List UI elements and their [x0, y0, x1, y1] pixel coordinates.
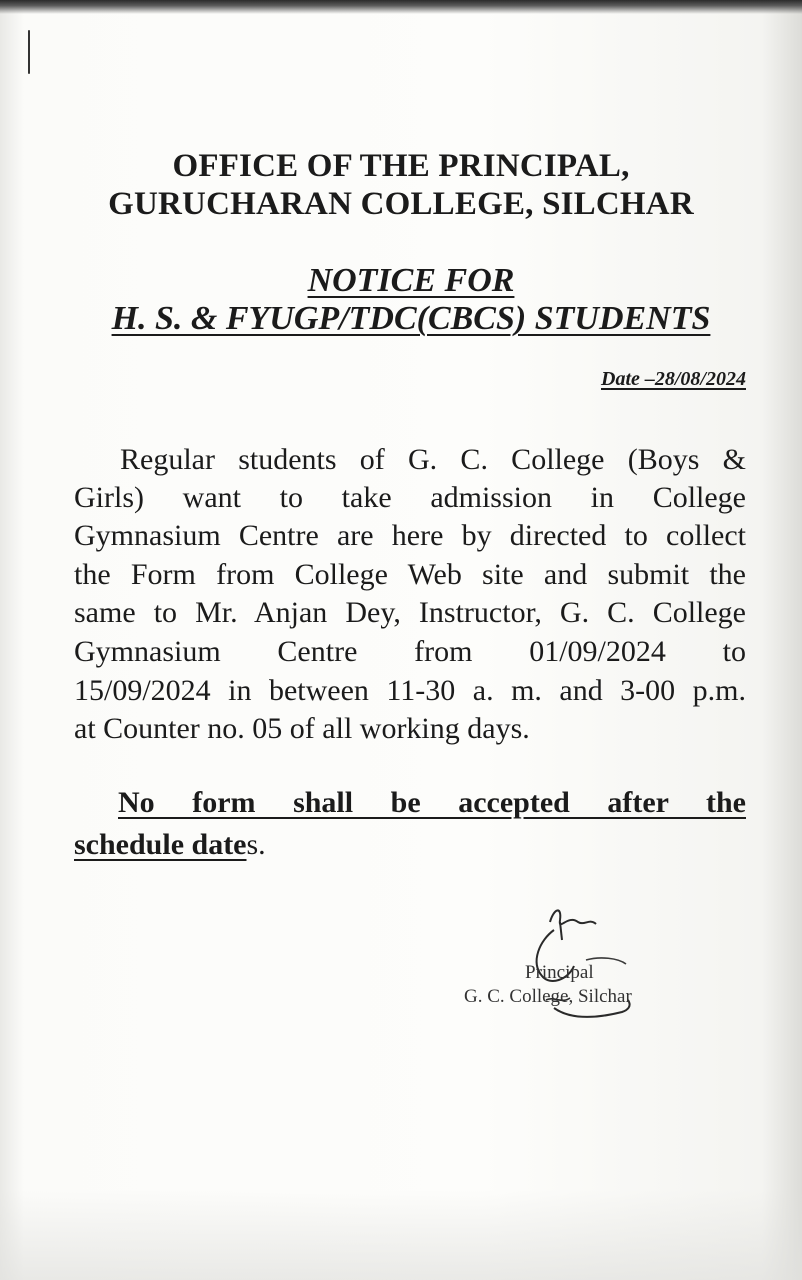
- body-line-3: Gymnasium Centre are here by directed to collect: [74, 519, 746, 552]
- signature-college: G. C. College, Silchar: [464, 986, 632, 1007]
- body-line-4: the Form from College Web site and submit the: [74, 558, 746, 591]
- body-line-5: same to Mr. Anjan Dey, Instructor, G. C. College: [74, 596, 746, 629]
- office-title-line1: OFFICE OF THE PRINCIPAL,: [172, 148, 630, 184]
- warning-line2: schedule dates.: [74, 828, 266, 861]
- bottom-edge-shadow: [0, 1190, 802, 1280]
- notice-date: Date –28/08/2024: [601, 368, 746, 390]
- notice-heading-line1: NOTICE FOR: [307, 262, 515, 299]
- notice-heading-line2: H. S. & FYUGP/TDC(CBCS) STUDENTS: [111, 300, 711, 337]
- body-line-8: at Counter no. 05 of all working days.: [74, 712, 530, 745]
- body-line-6: Gymnasium Centre from 01/09/2024 to: [74, 635, 746, 668]
- top-edge-shadow: [0, 0, 802, 14]
- body-line-7: 15/09/2024 in between 11-30 a. m. and 3-00 p.m.: [74, 674, 746, 707]
- body-line-1: Regular students of G. C. College (Boys &: [120, 443, 746, 476]
- office-title-line2: GURUCHARAN COLLEGE, SILCHAR: [108, 186, 694, 222]
- signature-title: Principal: [525, 962, 594, 983]
- margin-mark: [28, 30, 30, 74]
- body-line-2: Girls) want to take admission in College: [74, 481, 746, 514]
- warning-line1: No form shall be accepted after the: [118, 786, 746, 819]
